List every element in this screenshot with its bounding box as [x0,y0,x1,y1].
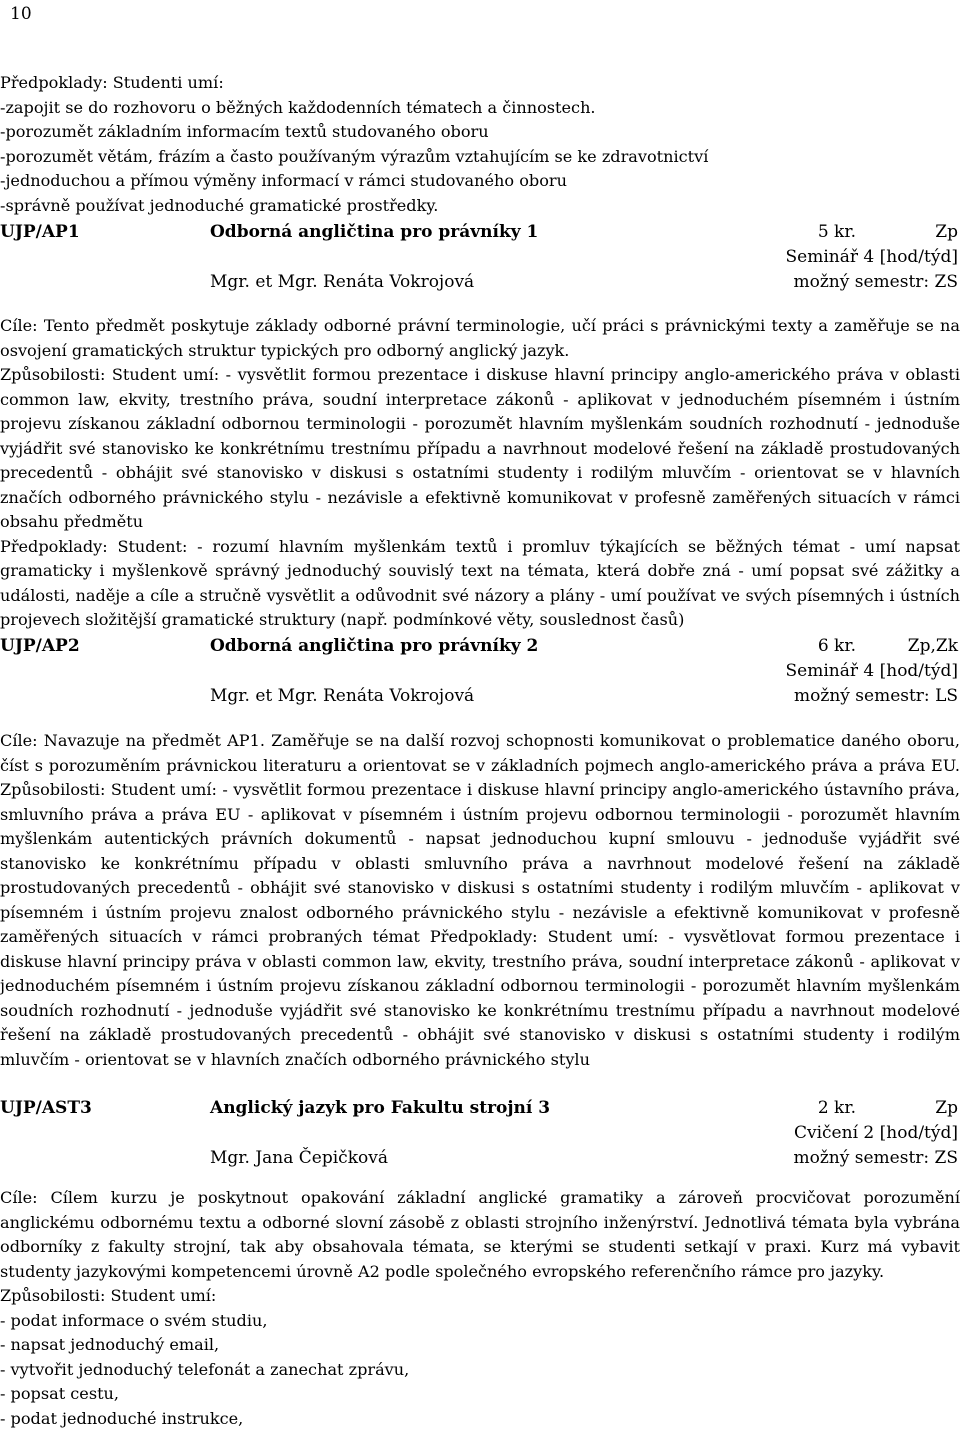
course-prerequisites: Předpoklady: Student: - rozumí hlavním myšlenkám textů i promluv týkajících se běžných témat - umí napsat gramaticky i myšlenkově správný jednoduchý souvislý text na témata, která dobře zná - umí popsat své zážitky a události, naděje a cíle a stručně vysvětlit a odůvodnit své názory a plány - umí používat ve svých písemných i ústních projevech složitější gramatické struktury (např. podmínkové věty, souslednost časů) [0,535,960,633]
course-semester: možný semestr: LS [794,684,958,708]
course-hours: Seminář 4 [hod/týd] [786,245,958,269]
course-code: UJP/AP2 [0,634,80,658]
intro-line: -porozumět větám, frázím a často používaným výrazům vztahujícím se ke zdravotnictví [0,145,960,170]
course-completion: Zp [935,1096,958,1120]
list-item: - podat jednoduché instrukce, [0,1407,960,1431]
intro-line: -porozumět základním informacím textů studovaného oboru [0,120,960,145]
course-completion: Zp,Zk [908,634,958,658]
course-credits: 6 kr. [818,634,856,658]
course-hours: Cvičení 2 [hod/týd] [794,1121,958,1145]
list-item: Způsobilosti: Student umí: [0,1284,960,1309]
course-header [0,220,960,295]
list-item: - vytvořit jednoduchý telefonát a zanechat zprávu, [0,1358,960,1383]
list-item: - popsat cestu, [0,1382,960,1407]
course-name: Anglický jazyk pro Fakultu strojní 3 [210,1096,550,1120]
intro-line: Předpoklady: Studenti umí: [0,71,960,96]
list-item: - podat informace o svém studiu, [0,1309,960,1334]
course-name: Odborná angličtina pro právníky 1 [210,220,538,244]
course-semester: možný semestr: ZS [793,1146,958,1170]
course-goals: Cíle: Tento předmět poskytuje základy odborné právní terminologie, učí práci s právnickými texty a zaměřuje se na osvojení gramatických struktur typických pro odborný anglický jazyk. [0,314,960,363]
intro-line: -správně používat jednoduché gramatické prostředky. [0,194,960,219]
intro-line: -zapojit se do rozhovoru o běžných každodenních tématech a činnostech. [0,96,960,121]
course-code: UJP/AP1 [0,220,80,244]
page-number: 10 [10,3,32,25]
course-teacher: Mgr. et Mgr. Renáta Vokrojová [210,684,474,708]
course-teacher: Mgr. Jana Čepičková [210,1146,388,1170]
course-description [0,314,960,633]
course-goals: Cíle: Cílem kurzu je poskytnout opakování základní anglické gramatiky a zároveň procvičovat porozumění anglickému odbornému textu a odborné slovní zásobě z oblasti strojního inženýrství. Jednotlivá témata byla vybrána odborníky z fakulty strojní, tak aby obsahovala témata, se kterými se studenti setkají v praxi. Kurz má vybavit studenty jazykovými kompetencemi úrovně A2 podle společného evropského referenčního rámce pro jazyky. [0,1186,960,1284]
course-description [0,729,960,1072]
course-credits: 2 kr. [818,1096,856,1120]
list-item: - napsat jednoduchý email, [0,1333,960,1358]
course-hours: Seminář 4 [hod/týd] [786,659,958,683]
intro-block [0,71,960,218]
course-completion: Zp [935,220,958,244]
course-text: Cíle: Navazuje na předmět AP1. Zaměřuje se na další rozvoj schopnosti komunikovat o problematice daného oboru, číst s porozuměním právnickou literaturu a orientovat se v základních pojmech anglo-amerického práva a práva EU. Způsobilosti: Student umí: - vysvětlit formou prezentace i diskuse hlavní principy anglo-amerického ústavního práva, smluvního práva a práva EU - aplikovat v písemném i ústním projevu odbornou terminologii - porozumět hlavním myšlenkám autentických právních dokumentů - napsat jednoduchou kupní smlouvu - jednoduše vyjádřit své stanovisko ke konkrétnímu případu v oblasti smluvního práva a navrhnout modelové řešení na základě prostudovaných precedentů - obhájit své stanovisko v diskusi s ostatními studenty i rodilým mluvčím - aplikovat v písemném i ústním projevu znalost odborného právnického stylu - nezávisle a efektivně komunikovat v profesně zaměřených situacích v rámci probraných témat Předpoklady: Student umí: - vysvětlovat formou prezentace i diskuse hlavní principy práva v oblasti common law, ekvity, trestního práva, soudní interpretace zákonů - aplikovat v jednoduchém písemném i ústním projevu získanou základní odbornou terminologii - porozumět hlavním myšlenkám soudních rozhodnutí - jednoduše vyjádřit své stanovisko ke konkrétnímu trestnímu případu a navrhnout modelové řešení na základě prostudovaných precedentů - obhájit své stanovisko v diskusi s ostatními studenty i rodilým mluvčím - orientovat se v hlavních značích odborného právnického stylu [0,729,960,1072]
course-competences: Způsobilosti: Student umí: - vysvětlit formou prezentace i diskuse hlavní principy anglo-amerického práva v oblasti common law, ekvity, trestního práva, soudní interpretace zákonů - aplikovat v jednoduchém písemném i ústním projevu získanou základní odbornou terminologii - porozumět hlavním myšlenkám soudních rozhodnutí - jednoduše vyjádřit své stanovisko ke konkrétnímu trestnímu případu a navrhnout modelové řešení na základě prostudovaných precedentů - obhájit své stanovisko v diskusi s ostatními studenty i rodilým mluvčím - orientovat se v hlavních značích odborného právnického stylu - nezávisle a efektivně komunikovat v profesně zaměřených situacích v rámci obsahu předmětu [0,363,960,535]
intro-line: -jednoduchou a přímou výměny informací v rámci studovaného oboru [0,169,960,194]
course-credits: 5 kr. [818,220,856,244]
course-name: Odborná angličtina pro právníky 2 [210,634,538,658]
course-code: UJP/AST3 [0,1096,92,1120]
course-teacher: Mgr. et Mgr. Renáta Vokrojová [210,270,474,294]
competence-list [0,1284,960,1431]
course-header [0,634,960,709]
course-semester: možný semestr: ZS [793,270,958,294]
course-header [0,1096,960,1171]
course-description [0,1186,960,1284]
